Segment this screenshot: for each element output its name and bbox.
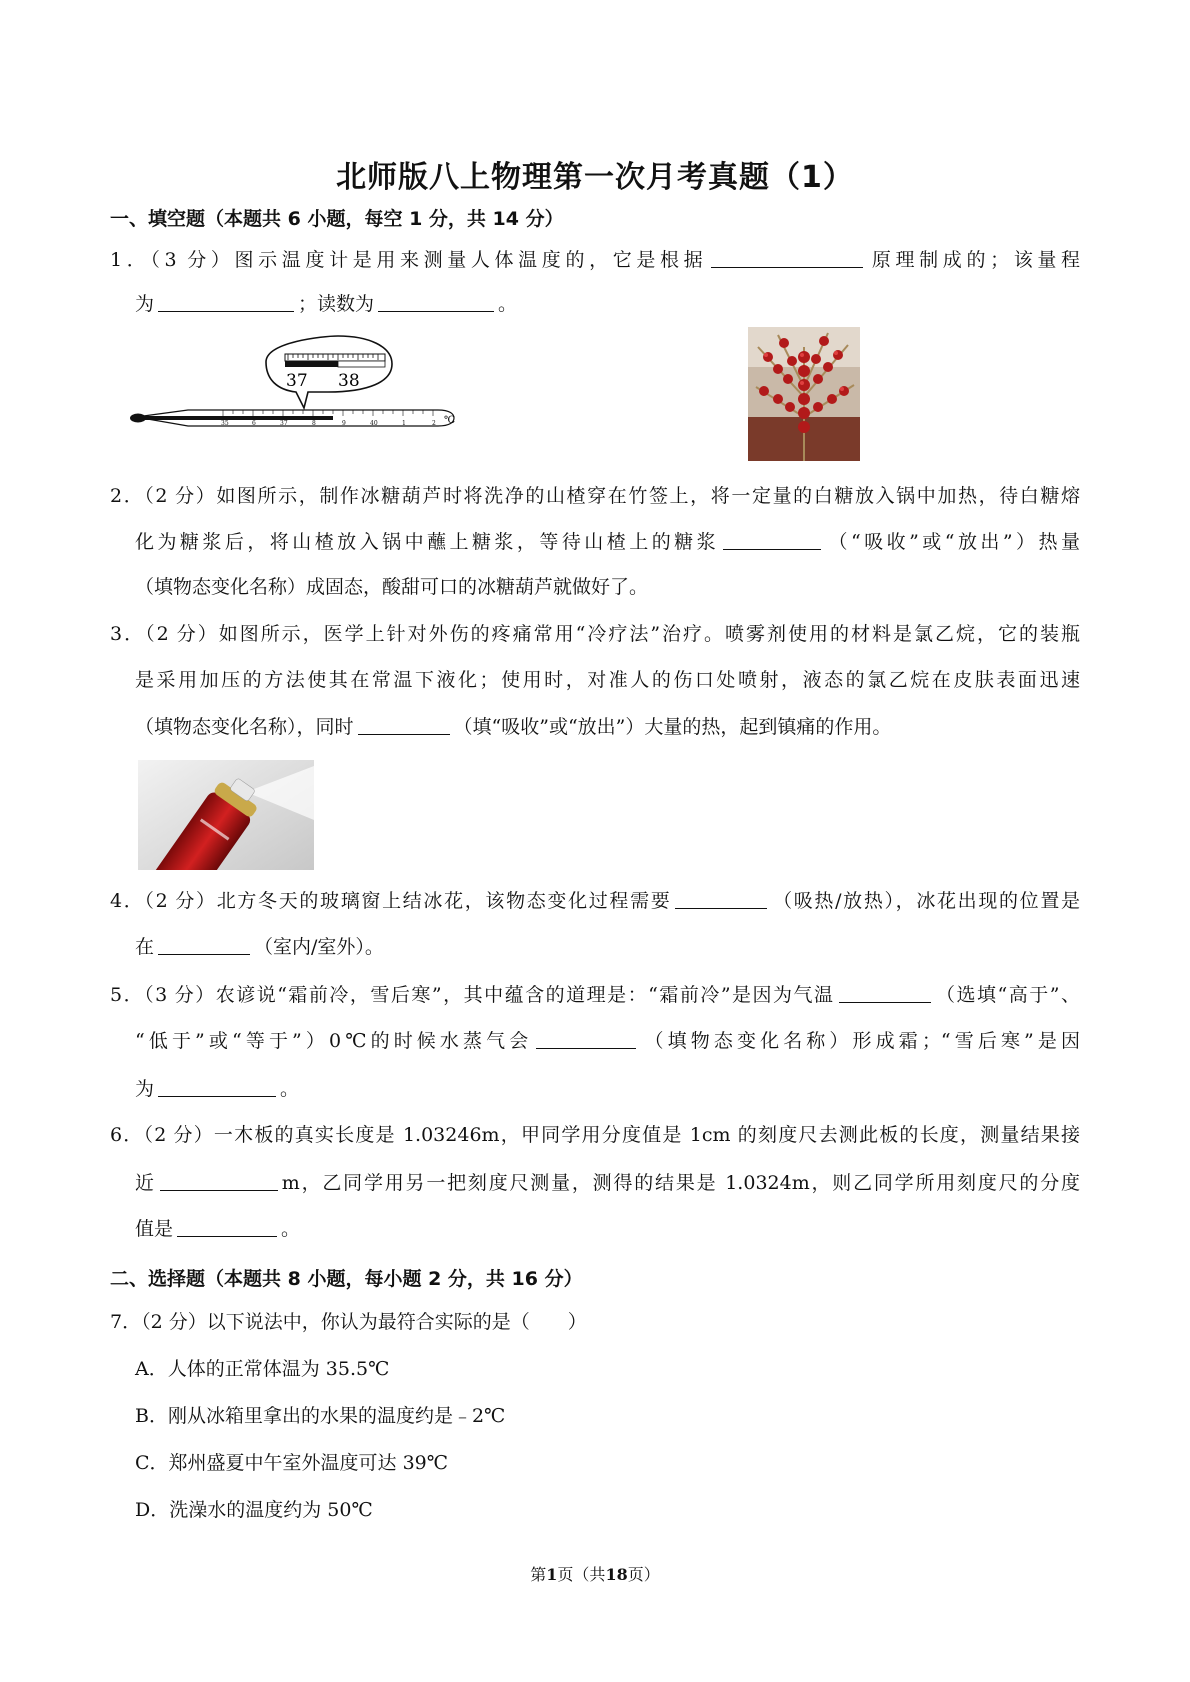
question-2-line-3: （填物态变化名称）成固态，酸甜可口的冰糖葫芦就做好了。	[135, 576, 649, 598]
scale-label: 9	[342, 420, 346, 427]
q1-blank-2[interactable]	[158, 291, 294, 312]
q5-text-b: （选填“高于”、	[934, 984, 1080, 1006]
q5-text-e: 为	[135, 1078, 155, 1100]
thermometer-figure	[128, 330, 468, 434]
q4-text-c: 在	[135, 936, 155, 958]
q1-text-e: 。	[498, 293, 518, 315]
question-6-line-1: 6．（2 分）一木板的真实长度是 1.03246m，甲同学用分度值是 1cm 的刻度尺去测此板的长度，测量结果接	[110, 1124, 1080, 1146]
scale-label: 1	[402, 420, 406, 427]
question-6-line-2	[135, 1170, 1080, 1195]
q3-blank-1[interactable]	[358, 714, 450, 735]
question-2-line-2	[135, 529, 1080, 554]
footer-page-number: 1	[546, 1565, 558, 1584]
scale-label: 8	[312, 420, 316, 427]
celsius-unit: ℃	[444, 415, 456, 426]
page-footer	[0, 1562, 1190, 1585]
q5-text-c: “低于”或“等于”）0℃的时候水蒸气会	[135, 1030, 533, 1052]
q5-blank-3[interactable]	[158, 1076, 276, 1097]
q6-text-a: 近	[135, 1172, 156, 1194]
question-3-line-3	[135, 714, 891, 739]
q3-text-b: （填“吸收”或“放出”）大量的热，起到镇痛的作用。	[453, 716, 892, 738]
footer-post: 页）	[627, 1565, 660, 1584]
question-5-line-2	[135, 1028, 1080, 1053]
q6-text-d: 。	[281, 1218, 301, 1240]
page-title: 北师版八上物理第一次月考真题（1）	[336, 160, 854, 195]
q1-blank-3[interactable]	[378, 291, 494, 312]
q5-text-a: 5．（3 分）农谚说“霜前冷，雪后寒”，其中蕴含的道理是：“霜前冷”是因为气温	[110, 984, 835, 1006]
question-5-line-1	[110, 982, 1080, 1007]
q1-text-c: 为	[135, 293, 155, 315]
question-5-line-3	[135, 1076, 299, 1101]
question-3-line-1: 3．（2 分）如图所示，医学上针对外伤的疼痛常用“冷疗法”治疗。喷雾剂使用的材料是氯乙烷，它的装瓶	[110, 623, 1080, 645]
section-heading-multiple-choice: 二、选择题（本题共 8 小题，每小题 2 分，共 16 分）	[110, 1268, 583, 1290]
q4-text-b: （吸热/放热），冰花出现的位置是	[771, 890, 1081, 912]
q7-option-b[interactable]: B．刚从冰箱里拿出的水果的温度约是﹣2℃	[135, 1405, 506, 1427]
q5-text-d: （填物态变化名称）形成霜；“雪后寒”是因	[640, 1030, 1080, 1052]
section-heading-fill-blank: 一、填空题（本题共 6 小题，每空 1 分，共 14 分）	[110, 208, 564, 230]
candied-haws-photo	[748, 327, 860, 461]
question-1-line-1	[110, 247, 1080, 272]
q6-text-c: 值是	[135, 1218, 174, 1240]
q1-text-d: ；读数为	[298, 293, 375, 315]
q5-blank-1[interactable]	[839, 982, 931, 1003]
q6-text-b: m，乙同学用另一把刻度尺测量，测得的结果是 1.0324m，则乙同学所用刻度尺的分度	[281, 1172, 1080, 1194]
q3-text-a: （填物态变化名称），同时	[135, 716, 354, 738]
q2-text-a: 化为糖浆后，将山楂放入锅中蘸上糖浆，等待山楂上的糖浆	[135, 531, 720, 553]
q7-option-a[interactable]: A．人体的正常体温为 35.5℃	[135, 1358, 390, 1380]
scale-label: 6	[252, 420, 256, 427]
question-3-line-2: 是采用加压的方法使其在常温下液化；使用时，对准人的伤口处喷射，液态的氯乙烷在皮肤表面迅速	[135, 669, 1080, 691]
q4-blank-2[interactable]	[158, 934, 250, 955]
question-6-line-3	[135, 1216, 300, 1241]
question-1-line-2	[135, 291, 517, 316]
bubble-label-38: 38	[338, 371, 360, 391]
q4-text-a: 4．（2 分）北方冬天的玻璃窗上结冰花，该物态变化过程需要	[110, 890, 672, 912]
q6-blank-2[interactable]	[177, 1216, 277, 1237]
q6-blank-1[interactable]	[160, 1170, 278, 1191]
q1-blank-1[interactable]	[711, 247, 863, 268]
scale-label: 37	[280, 420, 288, 427]
footer-mid: 页（共	[557, 1565, 606, 1584]
q1-text-a: 1．（3 分）图示温度计是用来测量人体温度的，它是根据	[110, 249, 708, 271]
question-2-line-1: 2．（2 分）如图所示，制作冰糖葫芦时将洗净的山楂穿在竹签上，将一定量的白糖放入锅中加热，待白糖熔	[110, 485, 1080, 507]
q2-text-b: （“吸收”或“放出”）热量	[825, 531, 1080, 553]
q5-blank-2[interactable]	[536, 1028, 636, 1049]
question-4-line-2	[135, 934, 384, 959]
q4-blank-1[interactable]	[675, 888, 767, 909]
q4-text-d: （室内/室外）。	[254, 936, 384, 958]
scale-label: 40	[370, 420, 378, 427]
q2-blank-1[interactable]	[723, 529, 821, 550]
q7-option-c[interactable]: C．郑州盛夏中午室外温度可达 39℃	[135, 1452, 449, 1474]
q5-text-f: 。	[280, 1078, 300, 1100]
spray-can-photo	[138, 760, 314, 870]
footer-total-pages: 18	[605, 1565, 628, 1584]
scale-label: 2	[432, 420, 436, 427]
q7-option-d[interactable]: D．洗澡水的温度约为 50℃	[135, 1499, 373, 1521]
bubble-label-37: 37	[286, 371, 308, 391]
question-4-line-1	[110, 888, 1080, 913]
q1-text-b: 原理制成的；该量程	[867, 249, 1080, 271]
footer-pre: 第	[530, 1565, 547, 1584]
question-7-stem: 7．（2 分）以下说法中，你认为最符合实际的是（ ）	[110, 1311, 587, 1333]
scale-label: 35	[221, 420, 229, 427]
